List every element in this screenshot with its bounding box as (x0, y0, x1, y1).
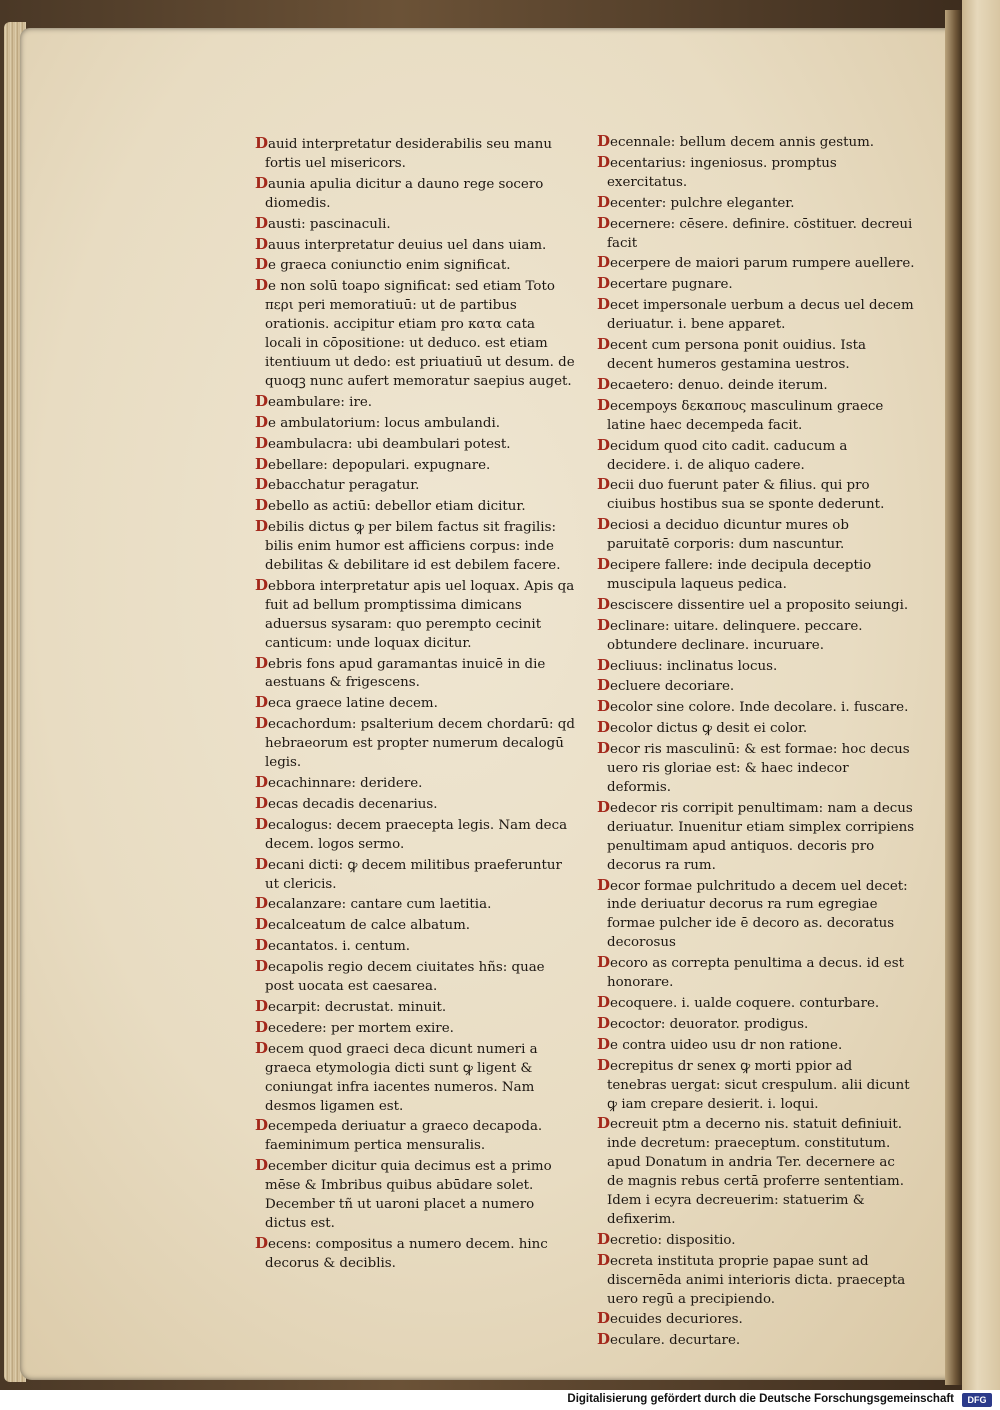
entry-text: ecerpere de maiori parum rumpere auellere. (610, 256, 915, 272)
entry-text: ecenter: pulchre eleganter. (610, 195, 795, 211)
dictionary-entry (255, 214, 575, 235)
entry-text: ecuides decuriores. (610, 1312, 743, 1328)
entry-text: ecolor dictus ꝙ desit ei color. (610, 721, 808, 737)
rubricated-initial: D (597, 875, 611, 894)
entry-text: ecarpit: decrustat. minuit. (268, 999, 447, 1015)
dictionary-entry (255, 413, 575, 434)
rubricated-initial: D (597, 274, 611, 293)
dictionary-entry (597, 1309, 915, 1330)
rubricated-initial: D (255, 854, 269, 873)
entry-text: ecedere: per mortem exire. (268, 1020, 454, 1036)
dictionary-entry (255, 255, 575, 276)
dictionary-entry (255, 936, 575, 957)
dictionary-entry (597, 436, 915, 476)
entry-text: austi: pascinaculi. (268, 216, 391, 232)
footer-credit-text: Digitalisierung gefördert durch die Deutsche Forschungsgemeinschaft (567, 1393, 954, 1405)
entry-text: ecor formae pulchritudo a decem uel decet: inde deriuatur decorus ra rum egregiae formae pulcher ide ē decoro as. decoratus decorosus (607, 878, 908, 951)
dictionary-entry (255, 392, 575, 413)
dictionary-entry (255, 475, 575, 496)
dictionary-entry (597, 1035, 915, 1056)
rubricated-initial: D (597, 739, 611, 758)
rubricated-initial: D (255, 412, 269, 431)
rubricated-initial: D (597, 1055, 611, 1074)
rubricated-initial: D (597, 1034, 611, 1053)
dictionary-entry (255, 894, 575, 915)
entry-text: ecent cum persona ponit ouidius. Ista decent humeros gestamina uestros. (607, 338, 866, 372)
entry-text: e ambulatorium: locus ambulandi. (268, 415, 501, 431)
entry-text: edecor ris corripit penultimam: nam a decus deriuatur. Inuenitur etiam simplex corripiens penultimam apud antiquos. decoris pro decorus ra rum. (607, 800, 915, 873)
entry-text: ecernere: cēsere. definire. cōstituer. decreui facit (607, 216, 913, 251)
entry-text: eciosi a deciduo dicuntur mures ob paruitatē corporis: dum nascuntur. (607, 518, 849, 553)
dictionary-entry (597, 1330, 915, 1351)
dictionary-entry (255, 434, 575, 455)
rubricated-initial: D (255, 391, 269, 410)
dictionary-entry (255, 235, 575, 256)
rubricated-initial: D (255, 173, 269, 192)
dictionary-entry (597, 953, 915, 993)
rubricated-initial: D (255, 517, 269, 536)
rubricated-initial: D (597, 152, 611, 171)
dictionary-entry (597, 697, 915, 718)
rubricated-initial: D (255, 936, 269, 955)
dictionary-entry (255, 794, 575, 815)
dictionary-entry (597, 1014, 915, 1035)
dictionary-entry (597, 739, 915, 798)
entry-text: ecertare pugnare. (610, 277, 733, 293)
rubricated-initial: D (597, 192, 611, 211)
dictionary-entry (597, 616, 915, 656)
dictionary-entry (597, 475, 915, 515)
book-gutter (945, 10, 963, 1385)
entry-text: eculare. decurtare. (610, 1333, 741, 1349)
rubricated-initial: D (255, 234, 269, 253)
entry-text: ecas decadis decenarius. (268, 796, 438, 812)
rubricated-initial: D (255, 773, 269, 791)
dictionary-entry (255, 174, 575, 214)
entry-text: e non solū toapo significat: sed etiam Toto περι peri memoratiuū: ut de partibus orationis. accipitur etiam pro κατα cata locali in cōpositione: ut deduco. est etiam itentiuum ut dedo: est priuatiuū ut desum. de quoqꝫ nunc aufert memoratur saepius auget. (265, 279, 575, 389)
rubricated-initial: D (255, 575, 269, 594)
rubricated-initial: D (597, 1013, 611, 1032)
rubricated-initial: D (597, 1309, 611, 1328)
entry-text: auus interpretatur deuius uel dans uiam. (268, 237, 547, 253)
dictionary-entry (255, 714, 575, 773)
entry-text: ebello as actiū: debellor etiam dicitur. (268, 499, 526, 515)
dictionary-entry (255, 915, 575, 936)
dictionary-entry (597, 876, 915, 954)
entry-text: ecani dicti: ꝙ decem militibus praeferuntur ut clericis. (265, 857, 562, 892)
dictionary-entry (255, 455, 575, 476)
rubricated-initial: D (255, 255, 269, 274)
entry-text: ecennale: bellum decem annis gestum. (610, 135, 875, 150)
dictionary-entry (597, 993, 915, 1014)
entry-text: esciscere dissentire uel a proposito seiungi. (610, 597, 909, 613)
dictionary-entry (597, 555, 915, 595)
entry-text: ecidum quod cito cadit. caducum a decidere. i. de aliquo cadere. (607, 438, 848, 473)
dictionary-entry (255, 496, 575, 517)
entry-text: ebris fons apud garamantas inuicē in die aestuans & frigescens. (265, 656, 546, 691)
rubricated-initial: D (597, 374, 611, 393)
entry-text: ecachordum: psalterium decem chordarū: qd hebraeorum est propter numerum decalogū legis. (265, 717, 575, 771)
rubricated-initial: D (255, 653, 269, 672)
rubricated-initial: D (255, 957, 269, 976)
dictionary-entry (597, 153, 915, 193)
rubricated-initial: D (597, 594, 611, 613)
rubricated-initial: D (255, 714, 269, 733)
entry-text: ecreuit ptm a decerno nis. statuit definiuit. inde decretum: praeceptum. constitutum. apud Donatum in andria Ter. decernere ac de magnis rebus certā proferre sententiam. Idem i ecyra decreuerim: statuerim & defixerim. (607, 1117, 904, 1227)
entry-text: ecet impersonale uerbum a decus uel decem deriuatur. i. bene apparet. (607, 298, 914, 333)
dictionary-entry (255, 855, 575, 895)
rubricated-initial: D (255, 475, 269, 494)
rubricated-initial: D (255, 276, 269, 295)
rubricated-initial: D (597, 335, 611, 354)
dictionary-entry (597, 214, 915, 254)
entry-text: ecachinnare: deridere. (268, 776, 423, 791)
rubricated-initial: D (255, 996, 269, 1015)
dictionary-entry (255, 957, 575, 997)
dictionary-entry (255, 773, 575, 794)
rubricated-initial: D (597, 132, 611, 150)
dictionary-entry (597, 295, 915, 335)
dictionary-entry (255, 517, 575, 576)
digitization-footer (0, 1390, 1000, 1410)
rubricated-initial: D (255, 814, 269, 833)
left-text-column (255, 134, 575, 1274)
dictionary-entry (597, 253, 915, 274)
entry-text: auid interpretatur desiderabilis seu manu fortis uel misericors. (265, 137, 552, 171)
entry-text: ecii duo fuerunt pater & filius. qui pro ciuibus hostibus sua se sponte dederunt. (607, 478, 885, 513)
entry-text: ebbora interpretatur apis uel loquax. Apis qa fuit ad bellum promptissima dimicans aduersus sysaram: quo perempto cecinit canticum: unde loquax dicitur. (265, 578, 575, 651)
dictionary-entry (597, 676, 915, 697)
entry-text: ecoquere. i. ualde coquere. conturbare. (610, 995, 880, 1011)
entry-text: ecapolis regio decem ciuitates hñs: quae post uocata est caesarea. (265, 960, 545, 995)
rubricated-initial: D (597, 718, 611, 737)
rubricated-initial: D (255, 433, 269, 452)
rubricated-initial: D (597, 992, 611, 1011)
entry-text: ecretio: dispositio. (610, 1232, 736, 1248)
dictionary-entry (255, 1018, 575, 1039)
entry-text: ecalogus: decem praecepta legis. Nam deca decem. logos sermo. (265, 817, 568, 852)
entry-text: ecoro as correpta penultima a decus. id est honorare. (607, 956, 904, 991)
rubricated-initial: D (255, 1038, 269, 1057)
dictionary-entry (255, 1234, 575, 1274)
entry-text: eambulare: ire. (268, 394, 373, 410)
rubricated-initial: D (597, 475, 611, 494)
entry-text: ecliuus: inclinatus locus. (610, 658, 778, 674)
dictionary-entry (597, 1056, 915, 1115)
entry-text: ecaetero: denuo. deinde iterum. (610, 377, 828, 393)
entry-text: ecoctor: deuorator. prodigus. (610, 1016, 809, 1032)
rubricated-initial: D (255, 894, 269, 913)
dictionary-entry (255, 1156, 575, 1234)
entry-text: ecantatos. i. centum. (268, 939, 411, 955)
rubricated-initial: D (255, 1233, 269, 1252)
dictionary-entry (597, 798, 915, 876)
dfg-logo: DFG (962, 1393, 992, 1407)
entry-text: eambulacra: ubi deambulari potest. (268, 436, 511, 452)
rubricated-initial: D (597, 555, 611, 574)
entry-text: eclinare: uitare. delinquere. peccare. obtundere declinare. incuruare. (607, 618, 863, 653)
entry-text: ebilis dictus ꝙ per bilem factus sit fragilis: bilis enim humor est afficiens corpus: inde debilitas & debilitare id est debilem facere. (265, 520, 561, 574)
dictionary-entry (255, 693, 575, 714)
entry-text: ecember dicitur quia decimus est a primo mēse & Imbribus quibus abūdare solet. December tñ ut uaroni placet a numero dictus est. (265, 1159, 552, 1231)
rubricated-initial: D (597, 676, 611, 695)
right-text-column (597, 132, 915, 1351)
dictionary-entry (255, 997, 575, 1018)
entry-text: ecreta instituta proprie papae sunt ad discernēda animi interioris dicta. praecepta uero regū a precipiendo. (607, 1253, 906, 1307)
rubricated-initial: D (255, 1156, 269, 1175)
dictionary-entry (255, 654, 575, 694)
entry-text: ecolor sine colore. Inde decolare. i. fuscare. (610, 700, 909, 716)
entry-text: ecempoys δεκαπους masculinum graece latine haec decempeda facit. (607, 398, 884, 433)
rubricated-initial: D (597, 295, 611, 314)
rubricated-initial: D (597, 615, 611, 634)
dictionary-entry (597, 396, 915, 436)
dictionary-entry (597, 193, 915, 214)
entry-text: ebellare: depopulari. expugnare. (268, 457, 491, 473)
rubricated-initial: D (255, 496, 269, 515)
rubricated-initial: D (597, 395, 611, 414)
rubricated-initial: D (255, 793, 269, 812)
dictionary-entry (597, 595, 915, 616)
rubricated-initial: D (255, 134, 269, 152)
rubricated-initial: D (597, 1330, 611, 1349)
dictionary-entry (255, 815, 575, 855)
facing-page-edge (962, 0, 1000, 1390)
entry-text: ecalanzare: cantare cum laetitia. (268, 897, 492, 913)
entry-text: ecrepitus dr senex ꝙ morti ppior ad tenebras uergat: sicut crespulum. alii dicunt ꝙ iam crepare desierit. i. loqui. (607, 1058, 910, 1112)
entry-text: ecor ris masculinū: & est formae: hoc decus uero ris gloriae est: & haec indecor deformis. (607, 742, 910, 795)
dictionary-entry (597, 718, 915, 739)
rubricated-initial: D (597, 655, 611, 674)
entry-text: aunia apulia dicitur a dauno rege socero diomedis. (265, 176, 544, 211)
rubricated-initial: D (255, 915, 269, 934)
dictionary-entry (597, 656, 915, 677)
dictionary-entry (597, 274, 915, 295)
dictionary-entry (597, 1251, 915, 1310)
rubricated-initial: D (597, 1229, 611, 1248)
dictionary-entry (597, 1230, 915, 1251)
entry-text: ebacchatur peragatur. (268, 478, 420, 494)
entry-text: ecempeda deriuatur a graeco decapoda. faeminimum pertica mensuralis. (265, 1119, 543, 1154)
dictionary-entry (255, 134, 575, 174)
dictionary-entry (597, 335, 915, 375)
dictionary-entry (597, 515, 915, 555)
dictionary-entry (255, 1116, 575, 1156)
dictionary-entry (255, 1039, 575, 1117)
rubricated-initial: D (597, 515, 611, 534)
entry-text: ecalceatum de calce albatum. (268, 918, 471, 934)
rubricated-initial: D (597, 953, 611, 972)
rubricated-initial: D (597, 1250, 611, 1269)
rubricated-initial: D (255, 1017, 269, 1036)
rubricated-initial: D (597, 253, 611, 272)
rubricated-initial: D (255, 693, 269, 712)
entry-text: e contra uideo usu dr non ratione. (610, 1037, 843, 1053)
rubricated-initial: D (255, 213, 269, 232)
rubricated-initial: D (597, 1114, 611, 1133)
rubricated-initial: D (597, 213, 611, 232)
dictionary-entry (597, 375, 915, 396)
rubricated-initial: D (255, 1116, 269, 1135)
dictionary-entry (255, 576, 575, 654)
entry-text: ecens: compositus a numero decem. hinc decorus & deciblis. (265, 1236, 548, 1271)
entry-text: ecem quod graeci deca dicunt numeri a graeca etymologia dicti sunt ꝙ ligent & coniungat infra iacentes numeros. Nam desmos ligamen est. (265, 1041, 538, 1114)
dictionary-entry (255, 276, 575, 391)
entry-text: ecluere decoriare. (610, 679, 735, 695)
dictionary-entry (597, 1114, 915, 1229)
rubricated-initial: D (597, 797, 611, 816)
entry-text: ecentarius: ingeniosus. promptus exercitatus. (607, 155, 837, 190)
entry-text: e graeca coniunctio enim significat. (268, 258, 511, 274)
entry-text: ecipere fallere: inde decipula deceptio muscipula laqueus pedica. (607, 558, 872, 592)
rubricated-initial: D (597, 435, 611, 454)
rubricated-initial: D (255, 454, 269, 473)
entry-text: eca graece latine decem. (268, 696, 438, 712)
dictionary-entry (597, 132, 915, 153)
rubricated-initial: D (597, 697, 611, 716)
